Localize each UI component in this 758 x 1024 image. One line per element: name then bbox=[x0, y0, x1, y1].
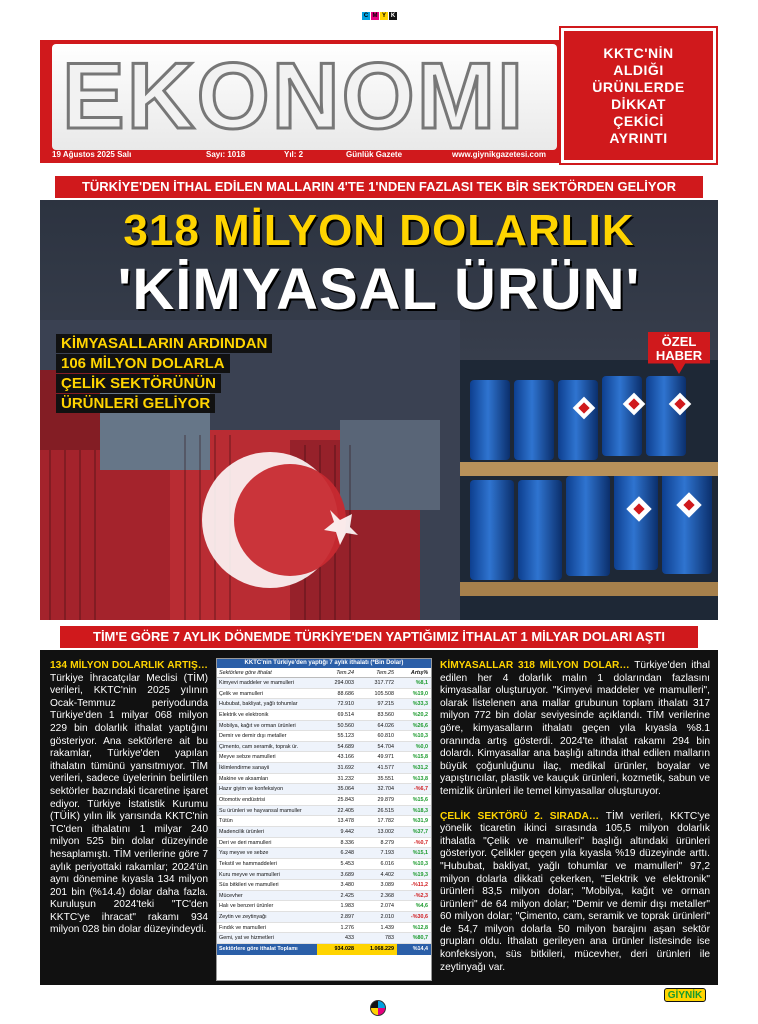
table-row bbox=[217, 721, 431, 732]
magenta-swatch: M bbox=[372, 13, 378, 19]
value-2025-cell: 32.704 bbox=[377, 786, 394, 793]
value-2024-cell: 6.248 bbox=[340, 850, 354, 857]
total-2024: 934.028 bbox=[317, 944, 357, 955]
table-row bbox=[217, 891, 431, 902]
sector-cell: Makine ve aksamları bbox=[219, 775, 269, 782]
badge-line-2: HABER bbox=[655, 348, 703, 363]
value-2024-cell: 13.478 bbox=[337, 818, 354, 825]
kicker-line: ÇELİK SEKTÖRÜNÜN bbox=[56, 374, 221, 393]
side-teaser-line: ÇEKİCİ bbox=[613, 112, 664, 129]
side-teaser-text bbox=[592, 45, 684, 147]
value-2025-cell: 2.010 bbox=[380, 914, 394, 921]
sector-cell: Otomotiv endüstrisi bbox=[219, 797, 266, 804]
table-row bbox=[217, 880, 431, 891]
value-2025-cell: 83.560 bbox=[377, 711, 394, 718]
change-cell: %10,3 bbox=[412, 733, 428, 740]
value-2025-cell: 26.515 bbox=[377, 807, 394, 814]
kicker-line: ÜRÜNLERİ GELİYOR bbox=[56, 394, 215, 413]
sector-cell: Mobilya, kağıt ve orman ürünleri bbox=[219, 722, 296, 729]
table-row bbox=[217, 912, 431, 923]
registration-mark-icon bbox=[370, 1000, 386, 1016]
sector-cell: Süs bitkileri ve mamulleri bbox=[219, 882, 279, 889]
value-2025-cell: 4.402 bbox=[380, 871, 394, 878]
table-row bbox=[217, 774, 431, 785]
table-row bbox=[217, 795, 431, 806]
total-change: %14,4 bbox=[412, 946, 428, 953]
value-2025-cell: 60.810 bbox=[377, 733, 394, 740]
black-swatch: K bbox=[390, 13, 396, 19]
value-2025-cell: 41.577 bbox=[377, 765, 394, 772]
table-row bbox=[217, 859, 431, 870]
value-2024-cell: 8.336 bbox=[340, 839, 354, 846]
website-url: www.giynikgazetesi.com bbox=[452, 150, 546, 159]
paragraph-lead: KİMYASALLAR 318 MİLYON DOLAR… bbox=[440, 660, 630, 671]
value-2024-cell: 31.232 bbox=[337, 775, 354, 782]
sector-cell: Fındık ve mamulleri bbox=[219, 924, 267, 931]
value-2025-cell: 2.074 bbox=[380, 903, 394, 910]
issue-year: Yıl: 2 bbox=[284, 150, 304, 159]
sector-cell: Gemi, yat ve hizmetleri bbox=[219, 935, 274, 942]
table-row bbox=[217, 678, 431, 689]
change-cell: -%2,3 bbox=[413, 892, 428, 899]
value-2024-cell: 3.689 bbox=[340, 871, 354, 878]
value-2024-cell: 1.276 bbox=[340, 924, 354, 931]
footer-brand-logo: GİYNİK bbox=[664, 988, 706, 1002]
headline-line-1: 318 MİLYON DOLARLIK bbox=[123, 206, 635, 255]
kicker-box bbox=[56, 334, 272, 414]
side-teaser-banner bbox=[561, 28, 716, 163]
value-2025-cell: 317.772 bbox=[374, 680, 394, 686]
change-cell: %26,6 bbox=[412, 722, 428, 729]
paragraph-text: Türkiye'den ithal edilen her 4 dolarlık malın 1 dolarından fazlasını kimyasallar oluşturuyor. "Kimyevi maddeler ve mamulleri", olarak listelenen ana mallar grubunun toplam ithalatı 317 milyon 772 bin dolar seviyesinde açıklandı. TİM verilerine göre, kimyasalların ithalatı geçen yıla kıyasla %8.1 oranında artış gösterdi. 2024'te ithalat rakamı 294 bin dolardı. Kimyasallar ana başlığı altında ithal edilen malların büyük çoğunluğunu ilaç, medikal ürünler, boyalar ve yapıştırıcılar, plastik ve kauçuk ürünleri, kozmetik, sabun ve temizlik ürünleri ile temel kimyasallar oluşturuyor. bbox=[440, 660, 710, 797]
value-2024-cell: 3.480 bbox=[340, 882, 354, 889]
sector-cell: Hazır giyim ve konfeksiyon bbox=[219, 786, 284, 793]
value-2025-cell: 6.016 bbox=[380, 860, 394, 867]
column-lead: 134 MİLYON DOLARLIK ARTIŞ… bbox=[50, 660, 208, 671]
sector-cell: Kuru meyve ve mamulleri bbox=[219, 871, 280, 878]
import-table bbox=[216, 658, 432, 981]
value-2024-cell: 72.910 bbox=[337, 701, 354, 708]
tim-subheadline: TİM'E GÖRE 7 AYLIK DÖNEMDE TÜRKİYE'DEN YAPTIĞIMIZ İTHALAT 1 MİLYAR DOLARI AŞTI bbox=[60, 626, 698, 648]
table-row bbox=[217, 742, 431, 753]
kicker-line: 106 MİLYON DOLARLA bbox=[56, 354, 230, 373]
kicker-line: KİMYASALLARIN ARDINDAN bbox=[56, 334, 272, 353]
paragraph-steel bbox=[440, 811, 710, 975]
table-row bbox=[217, 699, 431, 710]
table-row bbox=[217, 848, 431, 859]
change-cell: -%30,6 bbox=[410, 914, 428, 921]
value-2024-cell: 2.425 bbox=[340, 892, 354, 899]
sector-cell: Meyve sebze mamulleri bbox=[219, 754, 276, 761]
value-2025-cell: 35.551 bbox=[377, 775, 394, 782]
value-2024-cell: 35.064 bbox=[337, 786, 354, 793]
change-cell: %15,8 bbox=[412, 754, 428, 761]
table-row bbox=[217, 763, 431, 774]
logo-panel bbox=[52, 44, 557, 150]
sector-cell: İklimlendirme sanayii bbox=[219, 765, 270, 772]
change-cell: -%6,7 bbox=[413, 786, 428, 793]
value-2025-cell: 8.279 bbox=[380, 839, 394, 846]
hero-section bbox=[40, 200, 718, 620]
article-column-left bbox=[50, 660, 208, 937]
table-row bbox=[217, 752, 431, 763]
side-teaser-line: ÜRÜNLERDE bbox=[592, 78, 685, 95]
table-row bbox=[217, 838, 431, 849]
issue-date: 19 Ağustos 2025 Salı bbox=[52, 150, 132, 159]
change-cell: %0,0 bbox=[415, 743, 428, 750]
cyan-swatch: C bbox=[363, 13, 369, 19]
value-2025-cell: 49.971 bbox=[377, 754, 394, 761]
table-row bbox=[217, 731, 431, 742]
value-2025-cell: 17.782 bbox=[377, 818, 394, 825]
change-cell: %12,8 bbox=[412, 924, 428, 931]
table-row bbox=[217, 816, 431, 827]
value-2025-cell: 13.002 bbox=[377, 828, 394, 835]
value-2025-cell: 105.508 bbox=[374, 690, 394, 697]
value-2025-cell: 1.439 bbox=[380, 924, 394, 931]
total-label: Sektörlere göre ithalat Toplamı bbox=[219, 946, 298, 953]
sector-cell: Su ürünleri ve hayvansal mamuller bbox=[219, 807, 302, 814]
issue-number: Sayı: 1018 bbox=[206, 150, 246, 159]
table-row bbox=[217, 923, 431, 934]
value-2024-cell: 2.897 bbox=[340, 914, 354, 921]
table-total-row bbox=[217, 944, 431, 955]
sector-cell: Çelik ve mamulleri bbox=[219, 690, 264, 697]
value-2025-cell: 29.879 bbox=[377, 797, 394, 804]
change-cell: %10,3 bbox=[412, 860, 428, 867]
side-teaser-line: KKTC'NİN bbox=[603, 44, 674, 61]
change-cell: %31,9 bbox=[412, 818, 428, 825]
side-teaser-line: ALDIĞI bbox=[613, 61, 664, 78]
side-teaser-line: DİKKAT bbox=[611, 95, 666, 112]
change-cell: %31,2 bbox=[412, 765, 428, 772]
column-text: Türkiye İhracatçılar Meclisi (TİM) verileri, KKTC'nin 2025 yılının Ocak-Temmuz periyodunda Türkiye'den 1 milyar 068 milyon 229 bin dolarlık ithalat yaptığını gösteriyor. Ana sektörlere ait bu rakamlar, Türkiye'den yapılan ithalatın tümünü yansıtmıyor. TİM verileri, sadece üyelerinin belirtilen sektörler bazındaki ticaretine işaret ediyor. Türkiye İstatistik Kurumu (TÜİK) yılın ilk yarısında KKTC'nin TC'den ithalatını 1 milyar 240 milyon 525 bin dolar düzeyinde hesaplamıştı. TİM verilerine göre 7 aylık periyottaki rakamlar; 2024'ün aynı dönemine kıyasla 134 milyon 201 bin (%14.4) dolar daha fazla. Kuruluşun 2024'teki "TC'den KKTC'ye ihracat" rakamı 934 milyon 028 bin dolar düzeyindeydi. bbox=[50, 672, 208, 936]
paragraph-chemicals bbox=[440, 660, 710, 799]
change-cell: %33,3 bbox=[412, 701, 428, 708]
change-cell: %80,7 bbox=[412, 935, 428, 942]
value-2025-cell: 97.215 bbox=[377, 701, 394, 708]
sector-cell: Demir ve demir dışı metaller bbox=[219, 733, 287, 740]
change-cell: %15,1 bbox=[412, 850, 428, 857]
sector-cell: Kimyevi maddeler ve mamulleri bbox=[219, 680, 294, 686]
top-subheadline: TÜRKİYE'DEN İTHAL EDİLEN MALLARIN 4'TE 1'NDEN FAZLASI TEK BİR SEKTÖRDEN GELİYOR bbox=[55, 176, 703, 198]
table-row bbox=[217, 710, 431, 721]
change-cell: %13,8 bbox=[412, 775, 428, 782]
sector-cell: Deri ve deri mamulleri bbox=[219, 839, 272, 846]
sector-cell: Zeytin ve zeytinyağı bbox=[219, 914, 267, 921]
change-cell: %8,1 bbox=[415, 680, 428, 686]
value-2025-cell: 2.368 bbox=[380, 892, 394, 899]
value-2024-cell: 22.405 bbox=[337, 807, 354, 814]
article-column-right bbox=[440, 660, 710, 974]
sector-cell: Mücevher bbox=[219, 892, 243, 899]
table-body bbox=[217, 678, 431, 944]
table-title: KKTC'nin Türkiye'den yaptığı 7 aylık ithalatı (*Bin Dolar) bbox=[217, 659, 431, 668]
value-2024-cell: 55.123 bbox=[337, 733, 354, 740]
value-2025-cell: 7.193 bbox=[380, 850, 394, 857]
change-cell: %19,3 bbox=[412, 871, 428, 878]
paper-type: Günlük Gazete bbox=[346, 150, 403, 159]
header-2024: Tem.24 bbox=[336, 670, 354, 676]
sector-cell: Elektrik ve elektronik bbox=[219, 711, 269, 718]
table-row bbox=[217, 933, 431, 944]
masthead-info bbox=[40, 150, 560, 163]
change-cell: %37,7 bbox=[412, 828, 428, 835]
sector-cell: Tütün bbox=[219, 818, 233, 825]
change-cell: -%0,7 bbox=[413, 839, 428, 846]
change-cell: %4,6 bbox=[415, 903, 428, 910]
change-cell: %15,6 bbox=[412, 797, 428, 804]
sector-cell: Madencilik ürünleri bbox=[219, 828, 264, 835]
newspaper-logo: EKONOMI bbox=[62, 43, 526, 148]
table-row bbox=[217, 901, 431, 912]
table-row bbox=[217, 827, 431, 838]
article-body bbox=[40, 650, 718, 985]
header-2025: Tem.25 bbox=[376, 670, 394, 676]
paragraph-text: TİM verileri, KKTC'ye yönelik ticaretin ikinci sırasında 105,5 milyon dolarlık ithalatla "Çelik ve mamulleri" başlığı altındaki ürünleri gösteriyor. Çelikler geçen yıla kıyasla %19 düzeyinde arttı. "Hububat, bakliyat, yağlı tohumlar ve mamulleri" 97,2 milyon dolarla dikkati çekerken, "Elektrik ve elektronik" ürünleri 83,5 milyon dolar; "Mobilya, kağıt ve orman ürünleri" de 64 milyon dolar; "Demir ve demir dışı metaller" 60 milyon dolar; "Çimento, cam, seramik ve toprak ürünleri" de 54,7 milyon dolarla 50 milyon barajını aşan sektör grupları oldu. İthalatı gerileyen ana ürünler listesinde ise konfeksiyon, süs bitkileri, mücevher, deri ürünleri ile zeytinyağı var. bbox=[440, 810, 710, 973]
value-2024-cell: 43.166 bbox=[337, 754, 354, 761]
value-2025-cell: 3.089 bbox=[380, 882, 394, 889]
value-2024-cell: 294.003 bbox=[334, 680, 354, 686]
value-2024-cell: 69.514 bbox=[337, 711, 354, 718]
value-2024-cell: 1.983 bbox=[340, 903, 354, 910]
sector-cell: Yaş meyve ve sebze bbox=[219, 850, 269, 857]
value-2024-cell: 5.453 bbox=[340, 860, 354, 867]
change-cell: %18,3 bbox=[412, 807, 428, 814]
table-row bbox=[217, 870, 431, 881]
change-cell: %20,2 bbox=[412, 711, 428, 718]
side-teaser-line: AYRINTI bbox=[609, 129, 668, 146]
table-row bbox=[217, 784, 431, 795]
value-2025-cell: 783 bbox=[385, 935, 394, 942]
value-2025-cell: 64.026 bbox=[377, 722, 394, 729]
value-2024-cell: 25.843 bbox=[337, 797, 354, 804]
header-sector: Sektörlere göre ithalat bbox=[219, 670, 272, 676]
sector-cell: Tekstil ve hammaddeleri bbox=[219, 860, 277, 867]
yellow-swatch: Y bbox=[381, 13, 386, 19]
change-cell: -%11,2 bbox=[411, 882, 428, 889]
value-2024-cell: 50.560 bbox=[337, 722, 354, 729]
paragraph-lead: ÇELİK SEKTÖRÜ 2. SIRADA… bbox=[440, 810, 600, 822]
table-row bbox=[217, 689, 431, 700]
value-2024-cell: 54.689 bbox=[337, 743, 354, 750]
change-cell: %19,0 bbox=[412, 690, 428, 697]
headline-line-2: 'KİMYASAL ÜRÜN' bbox=[117, 257, 641, 322]
header-change: Artış% bbox=[410, 670, 428, 676]
badge-line-1: ÖZEL bbox=[661, 334, 697, 349]
value-2024-cell: 9.442 bbox=[340, 828, 354, 835]
sector-cell: Hububat, bakliyat, yağlı tohumlar bbox=[219, 701, 298, 708]
value-2025-cell: 54.704 bbox=[377, 743, 394, 750]
cmyk-registration-strip bbox=[362, 12, 397, 20]
total-2025: 1.068.229 bbox=[357, 944, 397, 955]
sector-cell: Halı ve benzeri ürünler bbox=[219, 903, 274, 910]
table-row bbox=[217, 806, 431, 817]
table-header-row bbox=[217, 668, 431, 678]
value-2024-cell: 433 bbox=[345, 935, 354, 942]
value-2024-cell: 88.686 bbox=[337, 690, 354, 697]
sector-cell: Çimento, cam seramik, toprak ür. bbox=[219, 743, 299, 750]
value-2024-cell: 31.692 bbox=[337, 765, 354, 772]
exclusive-news-badge bbox=[648, 332, 710, 374]
